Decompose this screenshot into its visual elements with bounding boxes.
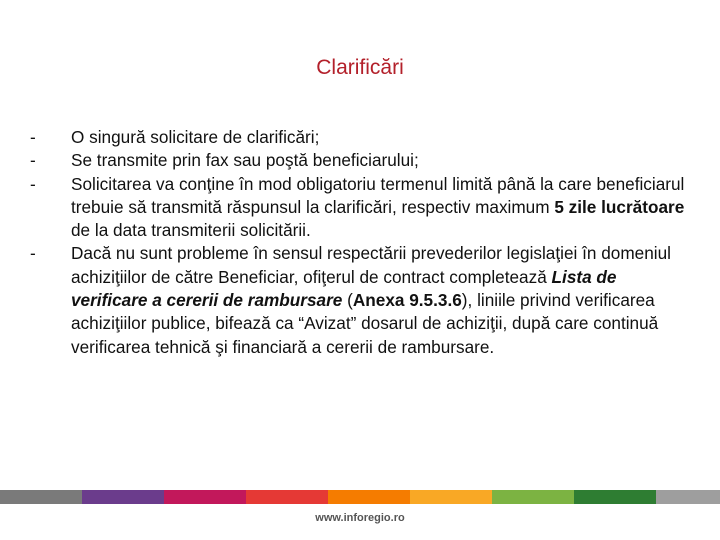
list-item — [30, 126, 690, 149]
bullet-marker: - — [30, 243, 36, 264]
list-item-text: Dacă nu sunt probleme în sensul respectării prevederilor legislaţiei în domeniul achiziţiilor de către Beneficiar, ofiţerul de contract completează — [71, 243, 671, 287]
color-bar-segment — [0, 490, 82, 504]
list-item-text: ), liniile privind verificarea achiziţiilor publice, bifează ca “Avizat” dosarul de achiziţii, după care continuă verificarea tehnică şi financiară a cererii de rambursare. — [71, 290, 659, 357]
color-bar-segment — [656, 490, 720, 504]
color-bar-segment — [82, 490, 164, 504]
color-bar-segment — [164, 490, 246, 504]
list-item-text: O singură solicitare de clarificări; — [71, 127, 320, 147]
list-item-text: ( — [342, 290, 353, 311]
bullet-marker: - — [30, 150, 36, 171]
slide-title: Clarificări — [316, 56, 404, 79]
list-item-text: de la data transmiterii solicitării. — [71, 220, 311, 241]
list-item-text: Se transmite prin fax sau poştă beneficiarului; — [71, 150, 419, 171]
color-bar-segment — [328, 490, 410, 504]
list-item — [30, 149, 690, 172]
footer-color-bar — [0, 490, 720, 504]
bullet-marker: - — [30, 173, 36, 194]
emphasis-document-name: Lista de verificare a cererii de rambursare — [71, 266, 617, 311]
list-item-text: Solicitarea va conţine în mod obligatoriu termenul limită până la care beneficiarul trebuie să transmită răspunsul la clarificări, respectiv maximum — [71, 173, 685, 217]
bullet-list — [30, 126, 690, 359]
color-bar-segment — [492, 490, 574, 504]
emphasis-annex-ref: Anexa 9.5.3.6 — [352, 290, 462, 311]
list-item — [30, 173, 690, 243]
color-bar-segment — [246, 490, 328, 504]
list-item — [30, 242, 690, 358]
color-bar-segment — [410, 490, 492, 504]
footer-url: www.inforegio.ro — [315, 512, 405, 524]
bullet-marker: - — [30, 127, 36, 147]
emphasis-deadline: 5 zile lucrătoare — [554, 196, 685, 217]
color-bar-segment — [574, 490, 656, 504]
